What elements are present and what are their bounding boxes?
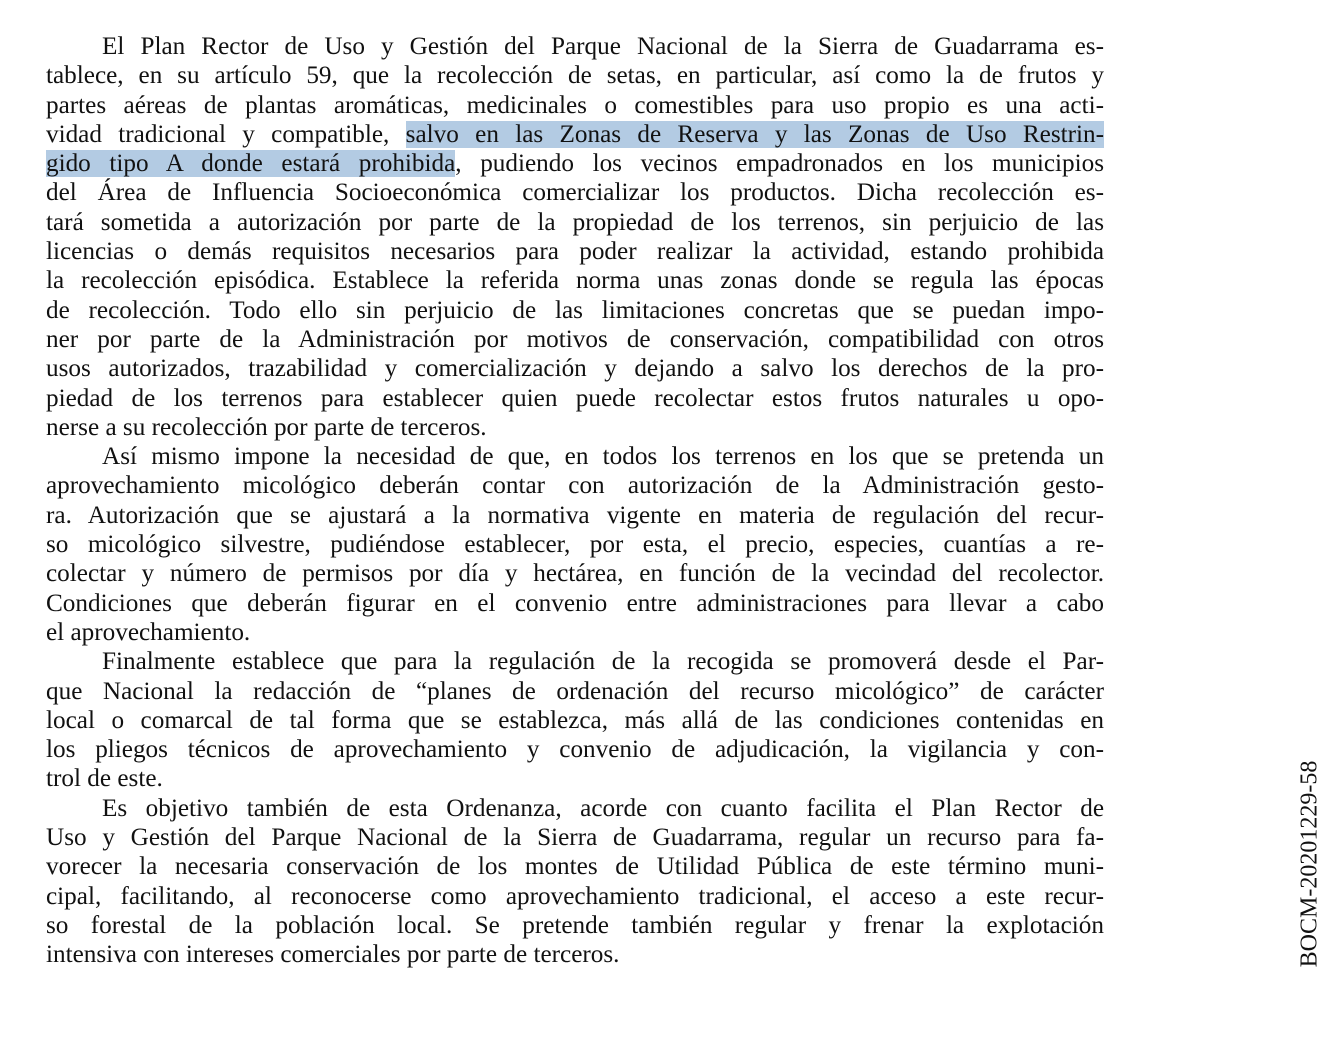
text-line[interactable]: los pliegos técnicos de aprovechamiento y convenio de adjudicación, la vigilancia y con- xyxy=(46,736,1104,764)
document-body xyxy=(46,32,1104,970)
text-line[interactable]: tablece, en su artículo 59, que la recolección de setas, en particular, así como la de frutos y xyxy=(46,62,1104,90)
paragraph-3 xyxy=(46,647,1104,793)
text-line[interactable]: nerse a su recolección por parte de terceros. xyxy=(46,413,487,441)
text-line[interactable]: El Plan Rector de Uso y Gestión del Parque Nacional de la Sierra de Guadarrama es- xyxy=(102,33,1104,60)
paragraph-4 xyxy=(46,794,1104,970)
text-line[interactable]: Finalmente establece que para la regulación de la recogida se promoverá desde el Par- xyxy=(102,648,1104,676)
text-line[interactable]: ner por parte de la Administración por motivos de conservación, compatibilidad con otros xyxy=(46,325,1104,353)
text-line[interactable]: la recolección episódica. Establece la referida norma unas zonas donde se regula las épocas xyxy=(46,267,1104,295)
text-line[interactable]: vorecer la necesaria conservación de los montes de Utilidad Pública de este término muni- xyxy=(46,853,1104,881)
text-segment[interactable]: vidad tradicional y compatible, xyxy=(46,120,406,148)
text-line[interactable] xyxy=(46,120,1104,149)
text-line[interactable]: que Nacional la redacción de “planes de ordenación del recurso micológico” de carácter xyxy=(46,677,1104,705)
text-line[interactable] xyxy=(46,149,1104,178)
text-line[interactable]: ra. Autorización que se ajustará a la normativa vigente en materia de regulación del recur- xyxy=(46,501,1104,529)
text-line[interactable]: cipal, facilitando, al reconocerse como aprovechamiento tradicional, el acceso a este recur- xyxy=(46,882,1104,910)
text-line[interactable]: Es objetivo también de esta Ordenanza, acorde con cuanto facilita el Plan Rector de xyxy=(102,794,1104,822)
text-segment[interactable]: , pudiendo los vecinos empadronados en los municipios xyxy=(455,150,1104,178)
text-line[interactable]: el aprovechamiento. xyxy=(46,618,251,646)
text-line[interactable]: aprovechamiento micológico deberán contar con autorización de la Administración gesto- xyxy=(46,472,1104,500)
text-line[interactable]: de recolección. Todo ello sin perjuicio de las limitaciones concretas que se puedan impo- xyxy=(46,296,1104,324)
text-line[interactable]: so micológico silvestre, pudiéndose establecer, por esta, el precio, especies, cuantías a re- xyxy=(46,531,1104,559)
text-line[interactable]: Así mismo impone la necesidad de que, en todos los terrenos en los que se pretenda un xyxy=(102,443,1104,471)
text-line[interactable]: intensiva con intereses comerciales por parte de terceros. xyxy=(46,941,620,969)
bocm-reference: BOCM-20201229-58 xyxy=(1296,760,1323,968)
text-line[interactable]: piedad de los terrenos para establecer quien puede recolectar estos frutos naturales u opo- xyxy=(46,384,1104,412)
paragraph-2 xyxy=(46,442,1104,647)
paragraph-1 xyxy=(46,32,1104,442)
selected-text[interactable]: salvo en las Zonas de Reserva y las Zonas de Uso Restrin- xyxy=(405,120,1104,148)
text-line[interactable]: usos autorizados, trazabilidad y comercialización y dejando a salvo los derechos de la pro- xyxy=(46,355,1104,383)
text-line[interactable]: partes aéreas de plantas aromáticas, medicinales o comestibles para uso propio es una acti- xyxy=(46,91,1104,119)
text-line[interactable]: licencias o demás requisitos necesarios para poder realizar la actividad, estando prohibida xyxy=(46,238,1104,266)
text-line[interactable]: local o comarcal de tal forma que se establezca, más allá de las condiciones contenidas en xyxy=(46,706,1104,734)
text-line[interactable]: del Área de Influencia Socioeconómica comercializar los productos. Dicha recolección es- xyxy=(46,179,1104,207)
text-line[interactable]: Condiciones que deberán figurar en el convenio entre administraciones para llevar a cabo xyxy=(46,589,1104,617)
text-line[interactable]: tará sometida a autorización por parte de la propiedad de los terrenos, sin perjuicio de las xyxy=(46,208,1104,236)
text-line[interactable]: colectar y número de permisos por día y hectárea, en función de la vecindad del recolector. xyxy=(46,560,1104,588)
selected-text[interactable]: gido tipo A donde estará prohibida xyxy=(46,150,456,178)
text-line[interactable]: so forestal de la población local. Se pretende también regular y frenar la explotación xyxy=(46,911,1104,939)
text-line[interactable]: Uso y Gestión del Parque Nacional de la Sierra de Guadarrama, regular un recurso para fa- xyxy=(46,824,1104,852)
text-line[interactable]: trol de este. xyxy=(46,765,163,793)
